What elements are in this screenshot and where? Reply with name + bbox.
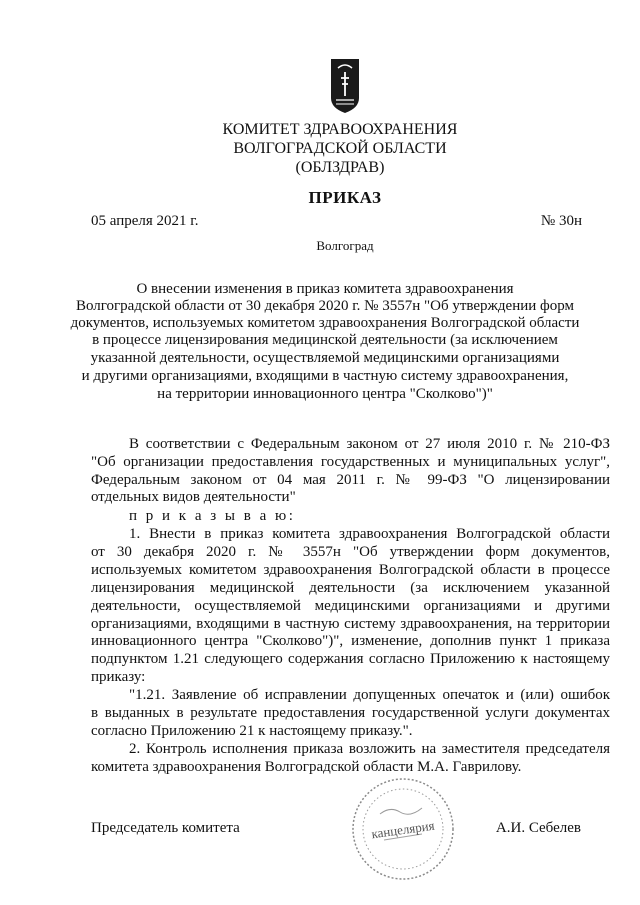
document-type-title: ПРИКАЗ (308, 188, 382, 207)
document-number: № 30н (540, 213, 582, 229)
subject-line: указанной деятельности, осуществляемой медицинскими организациями (90, 350, 560, 366)
signatory-name: А.И. Себелев (495, 820, 581, 836)
item2-line: 2. Контроль исполнения приказа возложить на заместителя председателя (129, 741, 610, 757)
item1-line: подпунктом 1.21 следующего содержания согласно Приложению к настоящему (91, 651, 610, 667)
org-name-line: КОМИТЕТ ЗДРАВООХРАНЕНИЯ (222, 121, 458, 138)
item1-line: 1. Внести в приказ комитета здравоохранения Волгоградской области (129, 526, 610, 542)
subject-line: документов, используемых комитетом здравоохранения Волгоградской области (70, 315, 580, 331)
subject-line: и другими организациями, входящими в частную систему здравоохранения, (81, 368, 569, 384)
item1-line: лицензирования медицинской деятельности (за исключением указанной (91, 580, 610, 596)
preamble-line: Федеральным законом от 04 мая 2011 г. № 99-ФЗ "О лицензировании (91, 472, 610, 488)
item1-line: организациями, входящими в частную систему здравоохранения, на территории (91, 616, 610, 632)
document-date: 05 апреля 2021 г. (91, 213, 199, 229)
preamble-line: отдельных видов деятельности" (91, 489, 296, 505)
preamble-line: "Об организации предоставления государственных и муниципальных услуг", (91, 454, 610, 470)
item1-line: от 30 декабря 2020 г. № 3557н "Об утверждении форм документов, (91, 544, 610, 560)
subject-line: Волгоградской области от 30 декабря 2020 г. № 3557н "Об утверждении форм (75, 298, 575, 314)
subject-line: на территории инновационного центра "Сколково")" (157, 386, 493, 402)
org-abbreviation: (ОБЛЗДРАВ) (295, 159, 385, 176)
preamble-line: В соответствии с Федеральным законом от 27 июля 2010 г. № 210-ФЗ (129, 436, 610, 452)
subject-line: в процессе лицензирования медицинской деятельности (за исключением (92, 332, 558, 348)
document-city: Волгоград (316, 238, 374, 253)
order-word: п р и к а з ы в а ю: (129, 508, 296, 524)
item1-line: деятельности, осуществляемой медицинскими организациями и другими (91, 598, 610, 614)
quote-line: в выданных в результате предоставления государственной услуги документах (91, 705, 610, 721)
subject-line: О внесении изменения в приказ комитета здравоохранения (136, 281, 514, 297)
item1-line: используемых комитетом здравоохранения Волгоградской области в процессе (91, 562, 610, 578)
coat-of-arms-icon (330, 58, 360, 114)
quote-line: согласно Приложению 21 к настоящему приказу.". (91, 723, 413, 739)
org-name-line: ВОЛГОГРАДСКОЙ ОБЛАСТИ (233, 140, 447, 157)
item1-line: приказу: (91, 669, 146, 685)
item2-line: комитета здравоохранения Волгоградской области М.А. Гаврилову. (91, 759, 522, 775)
stamp-text: канцелярия (370, 817, 436, 842)
item1-line: инновационного центра "Сколково")", изменение, дополнив пункт 1 приказа (91, 633, 610, 649)
signatory-position: Председатель комитета (91, 820, 240, 836)
quote-line: "1.21. Заявление об исправлении допущенных опечаток и (или) ошибок (129, 687, 610, 703)
